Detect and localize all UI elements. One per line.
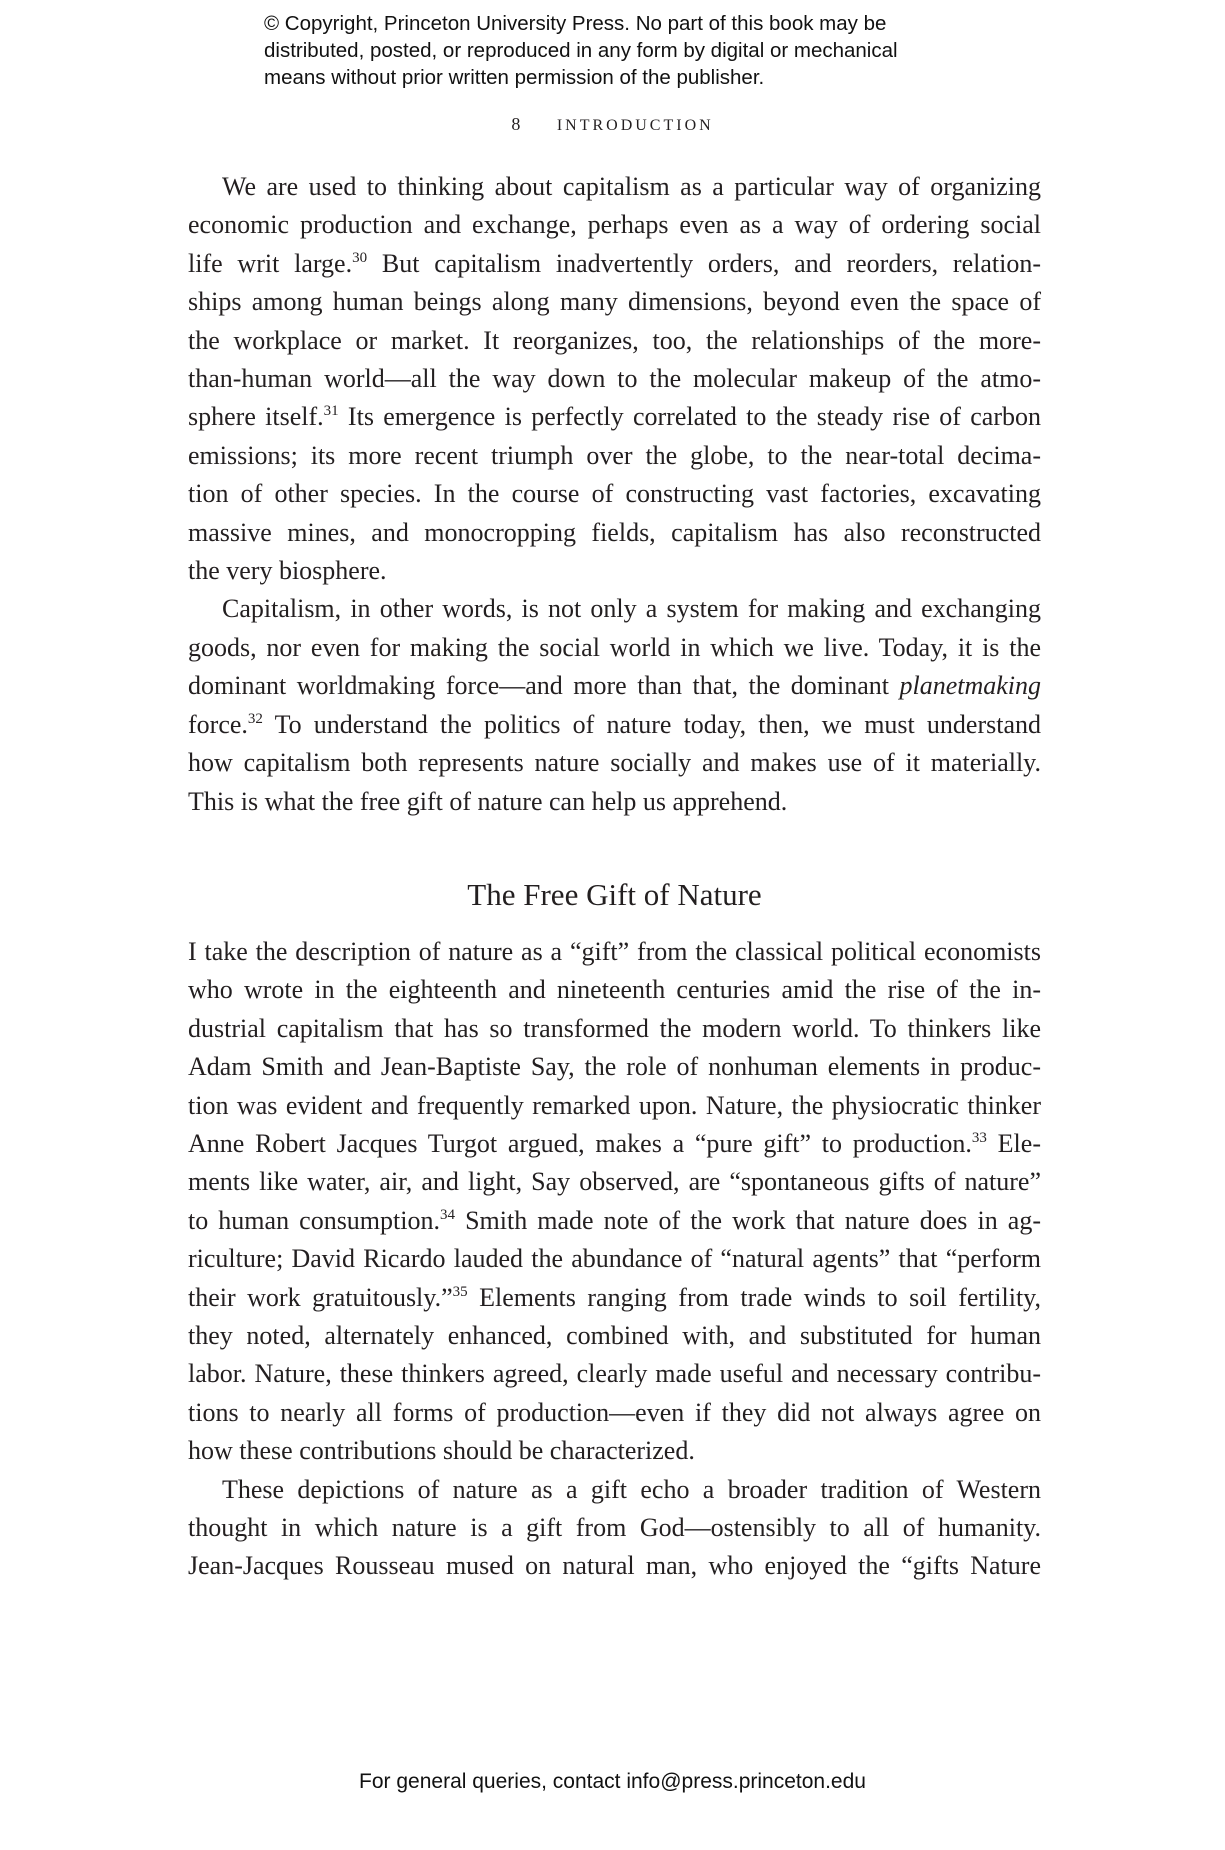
text-line: dustrial capitalism that has so transformed the modern world. To thinkers like [188, 1013, 1041, 1043]
text-line [188, 1202, 1041, 1240]
copyright-line: means without prior written permission of the publisher. [264, 66, 765, 89]
text-line: This is what the free gift of nature can help us apprehend. [188, 786, 788, 816]
text-run: sphere itself. [188, 402, 324, 432]
text-run: But capitalism inadvertently orders, and reorders, relation- [367, 248, 1041, 278]
footnote-ref[interactable]: 30 [352, 249, 368, 266]
paragraph [188, 1471, 1041, 1586]
text-line: goods, nor even for making the social world in which we live. Today, it is the [188, 632, 1041, 662]
text-line [188, 1125, 1041, 1163]
running-head-title: INTRODUCTION [556, 117, 714, 134]
text-line: Capitalism, in other words, is not only a system for making and exchanging [222, 594, 1041, 624]
text-line: thought in which nature is a gift from God—ostensibly to all of humanity. [188, 1513, 1041, 1542]
running-head [0, 114, 1225, 135]
paragraph [188, 590, 1041, 820]
text-line: Adam Smith and Jean-Baptiste Say, the role of nonhuman elements in produc- [188, 1052, 1041, 1082]
copyright-notice [264, 10, 1024, 91]
text-line: economic production and exchange, perhaps even as a way of ordering social [188, 210, 1041, 240]
text-line: they noted, alternately enhanced, combined with, and substituted for human [188, 1320, 1041, 1350]
body-text [188, 168, 1041, 1586]
text-run: Elements ranging from trade winds to soil fertility, [467, 1282, 1041, 1312]
footnote-ref[interactable]: 32 [247, 710, 263, 727]
text-run: Its emergence is perfectly correlated to the steady rise of carbon [338, 402, 1041, 432]
paragraph [188, 168, 1041, 590]
footnote-ref[interactable]: 31 [323, 403, 339, 420]
text-run: Ele- [986, 1128, 1041, 1158]
text-line: the workplace or market. It reorganizes, too, the relationships of the more- [188, 325, 1041, 355]
text-run: To understand the politics of nature today, then, we must understand [262, 709, 1041, 739]
footnote-ref[interactable]: 33 [971, 1129, 987, 1146]
text-run: life writ large. [188, 248, 353, 278]
text-line: than-human world—all the way down to the molecular makeup of the atmo- [188, 364, 1041, 394]
text-line: how capitalism both represents nature socially and makes use of it materially. [188, 748, 1041, 778]
text-run: force. [188, 709, 248, 739]
footnote-ref[interactable]: 35 [452, 1283, 468, 1300]
text-line [188, 706, 1041, 744]
text-line [188, 667, 1041, 705]
text-line: I take the description of nature as a “gift” from the classical political economists [188, 936, 1041, 966]
text-line [188, 1279, 1041, 1317]
text-line: riculture; David Ricardo lauded the abundance of “natural agents” that “perform [188, 1244, 1041, 1274]
page-number: 8 [511, 114, 524, 134]
footnote-ref[interactable]: 34 [439, 1206, 455, 1223]
text-run: Anne Robert Jacques Turgot argued, makes a “pure gift” to production. [188, 1128, 972, 1158]
text-line: ments like water, air, and light, Say observed, are “spontaneous gifts of nature” [188, 1167, 1041, 1197]
text-run: to human consumption. [188, 1205, 440, 1235]
copyright-line: © Copyright, Princeton University Press. No part of this book may be [264, 12, 887, 35]
paragraph [188, 933, 1041, 1471]
text-line: tion was evident and frequently remarked upon. Nature, the physiocratic thinker [188, 1090, 1041, 1120]
footer-contact: For general queries, contact info@press.princeton.edu [359, 1770, 866, 1793]
text-line [188, 245, 1041, 283]
text-line [188, 398, 1041, 436]
text-line: We are used to thinking about capitalism as a particular way of organizing [222, 172, 1041, 201]
section-heading: The Free Gift of Nature [467, 876, 762, 912]
text-line: tions to nearly all forms of production—even if they did not always agree on [188, 1397, 1041, 1427]
text-run: dominant worldmaking force—and more than that, the dominant [188, 671, 900, 701]
copyright-line: distributed, posted, or reproduced in any form by digital or mechanical [264, 39, 898, 62]
text-line: the very biosphere. [188, 556, 387, 586]
emphasis-text: planetmaking [899, 671, 1041, 701]
text-line: labor. Nature, these thinkers agreed, clearly made useful and necessary contribu- [188, 1359, 1041, 1389]
text-line: Jean-Jacques Rousseau mused on natural man, who enjoyed the “gifts Nature [188, 1551, 1041, 1581]
text-line: massive mines, and monocropping fields, capitalism has also reconstructed [188, 517, 1041, 547]
text-run: their work gratuitously.” [188, 1282, 453, 1312]
text-line: emissions; its more recent triumph over the globe, to the near-total decima- [188, 440, 1041, 470]
text-run: Smith made note of the work that nature does in ag- [454, 1205, 1041, 1235]
text-line: who wrote in the eighteenth and nineteenth centuries amid the rise of the in- [188, 975, 1041, 1005]
text-line: tion of other species. In the course of constructing vast factories, excavating [188, 479, 1041, 509]
text-line: how these contributions should be characterized. [188, 1436, 695, 1466]
text-line: ships among human beings along many dimensions, beyond even the space of [188, 287, 1041, 317]
text-line: These depictions of nature as a gift echo a broader tradition of Western [222, 1474, 1041, 1504]
